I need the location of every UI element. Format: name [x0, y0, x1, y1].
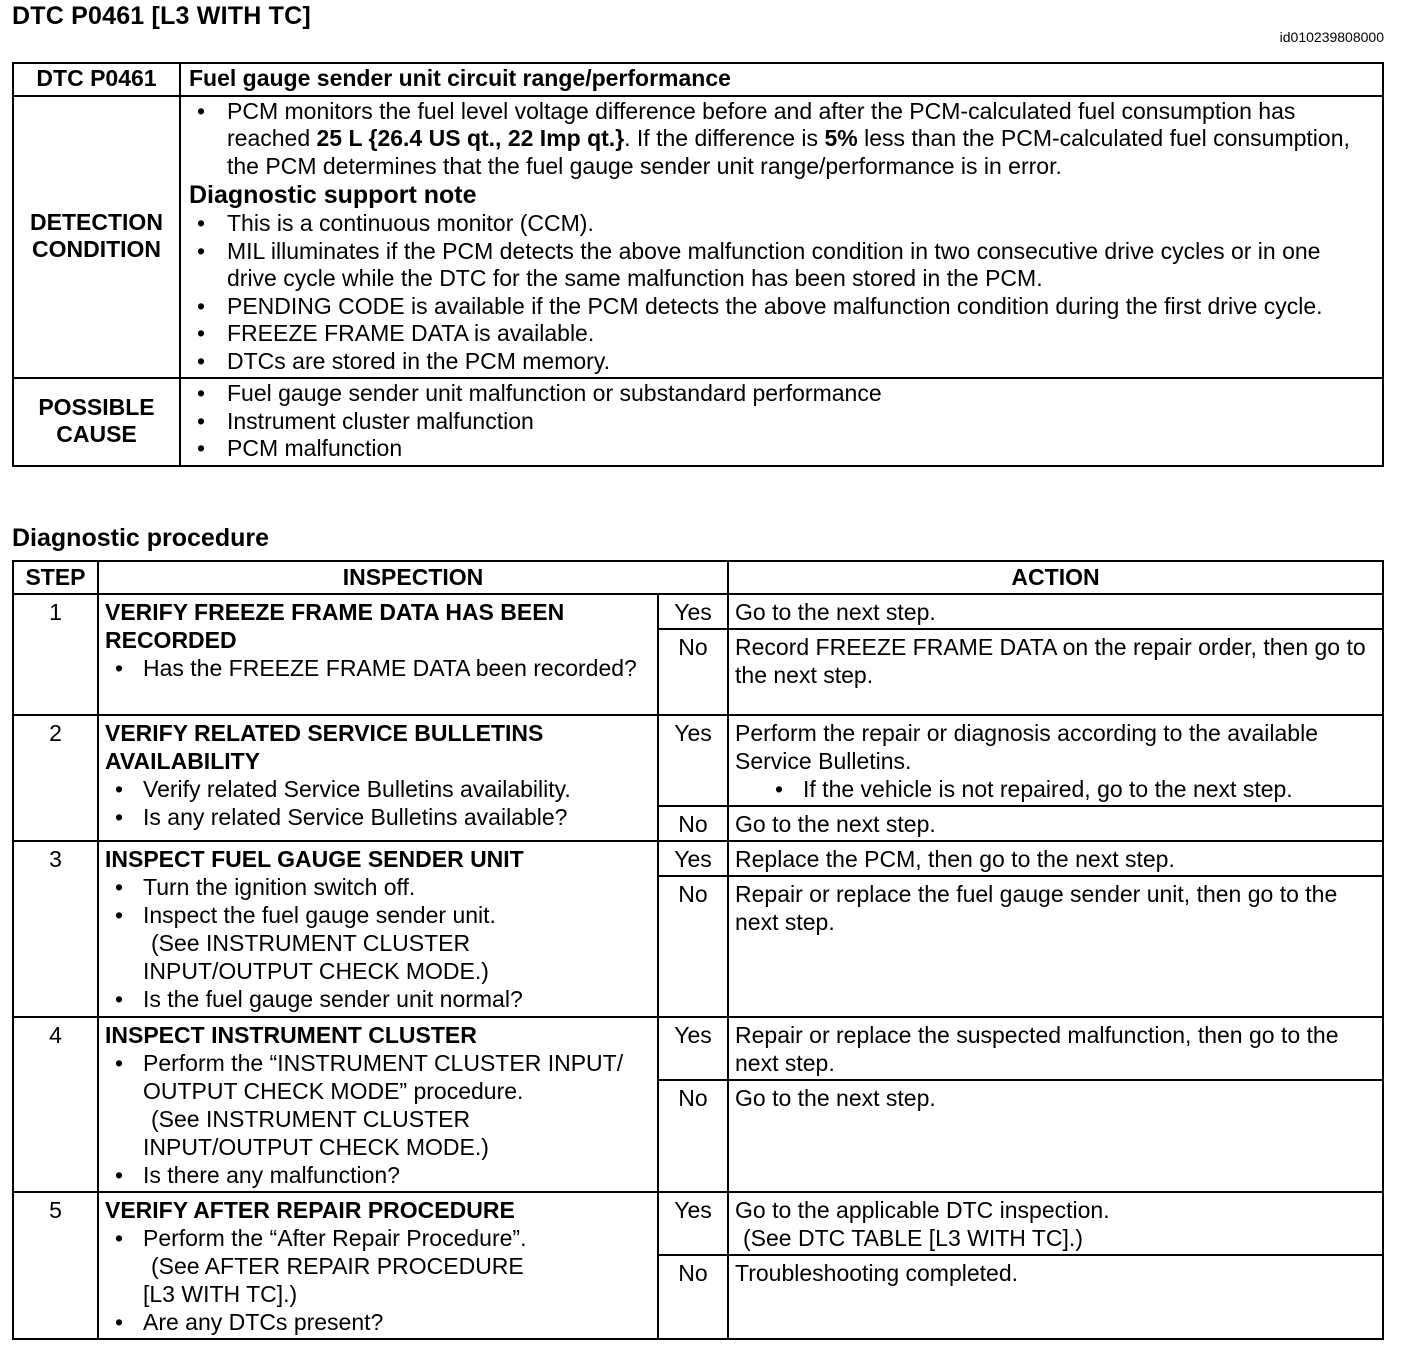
diagnostic-procedure-table: [12, 560, 1384, 1340]
inspection-item-text: • Perform the “After Repair Procedure”.: [143, 1225, 527, 1251]
reference-line-1: (See INSTRUMENT CLUSTER: [151, 1106, 471, 1132]
inspection-list: [105, 654, 651, 682]
step-number: 3: [13, 841, 98, 1017]
no-action: Go to the next step.: [728, 806, 1383, 841]
dtc-code-cell: DTC P0461: [13, 63, 180, 96]
inspection-item: • Verify related Service Bulletins availability.: [105, 775, 651, 803]
table-row: [13, 841, 1383, 876]
inspection-title: VERIFY FREEZE FRAME DATA HAS BEEN RECORDED: [105, 599, 565, 653]
yes-label: Yes: [658, 594, 728, 629]
inspection-title: VERIFY AFTER REPAIR PROCEDURE: [105, 1197, 515, 1223]
inspection-item: • Are any DTCs present?: [105, 1308, 651, 1336]
yes-action: Replace the PCM, then go to the next step.: [728, 841, 1383, 876]
dtc-description-cell: Fuel gauge sender unit circuit range/performance: [180, 63, 1383, 96]
inspection-item: • Turn the ignition switch off.: [105, 873, 651, 901]
dtc-header-row: [13, 63, 1383, 96]
detection-text-2: . If the difference is: [624, 125, 825, 151]
no-action: Repair or replace the fuel gauge sender unit, then go to the next step.: [728, 876, 1383, 1017]
detection-text-1: PCM monitors the fuel level voltage difference before and after the PCM-calculated fuel consumption has reached: [227, 97, 1296, 151]
yes-label: Yes: [658, 1192, 728, 1255]
no-label: No: [658, 629, 728, 715]
step-number: 5: [13, 1192, 98, 1339]
inspection-item: • Is any related Service Bulletins available?: [105, 803, 651, 831]
inspection-item-text: • Inspect the fuel gauge sender unit.: [143, 902, 496, 928]
inspection-cell: [98, 1192, 658, 1339]
detection-main-list: [189, 98, 1374, 181]
reference-line-2: INPUT/OUTPUT CHECK MODE.): [143, 1134, 489, 1160]
inspection-cell: [98, 594, 658, 715]
page-title: DTC P0461 [L3 WITH TC]: [12, 2, 311, 30]
reference-line-1: (See AFTER REPAIR PROCEDURE: [151, 1253, 524, 1279]
no-label: No: [658, 1255, 728, 1339]
possible-cause-row: [13, 378, 1383, 466]
support-note-item: • FREEZE FRAME DATA is available.: [189, 320, 1374, 348]
inspection-item: • Has the FREEZE FRAME DATA been recorded?: [105, 654, 651, 682]
inspection-list: [105, 1049, 651, 1189]
no-action: Troubleshooting completed.: [728, 1255, 1383, 1339]
table-row: [13, 1192, 1383, 1255]
support-note-item: • DTCs are stored in the PCM memory.: [189, 348, 1374, 376]
inspection-cell: [98, 715, 658, 841]
cause-label-line-2: CAUSE: [56, 421, 137, 448]
yes-action-reference: (See DTC TABLE [L3 WITH TC].): [743, 1225, 1083, 1251]
detection-label-line-1: DETECTION: [30, 208, 163, 235]
inspection-list: [105, 1224, 651, 1336]
possible-cause-label: [13, 378, 180, 466]
step-number: 1: [13, 594, 98, 715]
no-label: No: [658, 1080, 728, 1192]
detection-label-line-2: CONDITION: [31, 236, 162, 263]
procedure-header-row: [13, 561, 1383, 594]
detection-bold-percent: 5%: [824, 125, 858, 151]
yes-action: Go to the next step.: [728, 594, 1383, 629]
action-column-header: ACTION: [728, 561, 1383, 594]
support-note-item: • This is a continuous monitor (CCM).: [189, 210, 1374, 238]
detection-condition-label: [13, 96, 180, 379]
yes-action: Perform the repair or diagnosis according to the available Service Bulletins.: [735, 720, 1319, 774]
yes-action: Repair or replace the suspected malfunction, then go to the next step.: [728, 1017, 1383, 1080]
inspection-title: INSPECT INSTRUMENT CLUSTER: [105, 1022, 477, 1048]
cause-item: • Instrument cluster malfunction: [189, 408, 1374, 436]
reference-line-2: INPUT/OUTPUT CHECK MODE.): [143, 958, 489, 984]
yes-action-sublist: [735, 775, 1376, 803]
inspection-title: INSPECT FUEL GAUGE SENDER UNIT: [105, 846, 524, 872]
detection-bold-volume: 25 L {26.4 US qt., 22 Imp qt.}: [316, 125, 625, 151]
reference-line-1: (See INSTRUMENT CLUSTER: [151, 930, 471, 956]
cause-item: • PCM malfunction: [189, 435, 1374, 463]
support-note-heading: Diagnostic support note: [189, 181, 477, 209]
inspection-item: • Is there any malfunction?: [105, 1161, 651, 1189]
inspection-item: [105, 1224, 651, 1308]
possible-cause-content: [180, 378, 1383, 466]
support-note-item: • MIL illuminates if the PCM detects the above malfunction condition in two consecutive drive cycles or in one drive cycle while the DTC for the same malfunction has been stored in the PCM.: [189, 238, 1374, 293]
inspection-list: [105, 873, 651, 1013]
dtc-summary-table: [12, 62, 1384, 467]
yes-label: Yes: [658, 841, 728, 876]
detection-text-3: less than the PCM-calculated fuel consumption, the PCM determines that the fuel gauge sender unit range/performance is in error.: [227, 125, 1350, 179]
inspection-item: • Is the fuel gauge sender unit normal?: [105, 985, 651, 1013]
inspection-cell: [98, 841, 658, 1017]
detection-condition-row: [13, 96, 1383, 379]
step-number: 2: [13, 715, 98, 841]
support-note-list: [189, 210, 1374, 375]
yes-label: Yes: [658, 1017, 728, 1080]
no-action: Record FREEZE FRAME DATA on the repair order, then go to the next step.: [728, 629, 1383, 715]
yes-action-subitem: • If the vehicle is not repaired, go to the next step.: [765, 775, 1376, 803]
yes-action-cell: [728, 715, 1383, 806]
inspection-item-text: • Perform the “INSTRUMENT CLUSTER INPUT/ OUTPUT CHECK MODE” procedure.: [143, 1050, 624, 1104]
procedure-heading: Diagnostic procedure: [12, 524, 269, 552]
cause-label-line-1: POSSIBLE: [38, 393, 155, 420]
no-label: No: [658, 876, 728, 1017]
inspection-item: [105, 901, 651, 985]
inspection-list: [105, 775, 651, 831]
inspection-title: VERIFY RELATED SERVICE BULLETINS AVAILABILITY: [105, 720, 544, 774]
table-row: [13, 594, 1383, 629]
support-note-item: • PENDING CODE is available if the PCM detects the above malfunction condition during the first drive cycle.: [189, 293, 1374, 321]
table-row: [13, 1017, 1383, 1080]
table-row: [13, 715, 1383, 806]
no-action: Go to the next step.: [728, 1080, 1383, 1192]
yes-action: Go to the applicable DTC inspection.: [735, 1197, 1110, 1223]
document-id: id010239808000: [1279, 29, 1384, 45]
inspection-item: [105, 1049, 651, 1161]
inspection-cell: [98, 1017, 658, 1192]
cause-list: [189, 380, 1374, 463]
inspection-column-header: INSPECTION: [98, 561, 728, 594]
detection-condition-content: [180, 96, 1383, 379]
yes-label: Yes: [658, 715, 728, 806]
cause-item: • Fuel gauge sender unit malfunction or substandard performance: [189, 380, 1374, 408]
detection-main-item: [189, 98, 1374, 181]
step-column-header: STEP: [13, 561, 98, 594]
step-number: 4: [13, 1017, 98, 1192]
yes-action-cell: [728, 1192, 1383, 1255]
no-label: No: [658, 806, 728, 841]
reference-line-2: [L3 WITH TC].): [143, 1281, 298, 1307]
